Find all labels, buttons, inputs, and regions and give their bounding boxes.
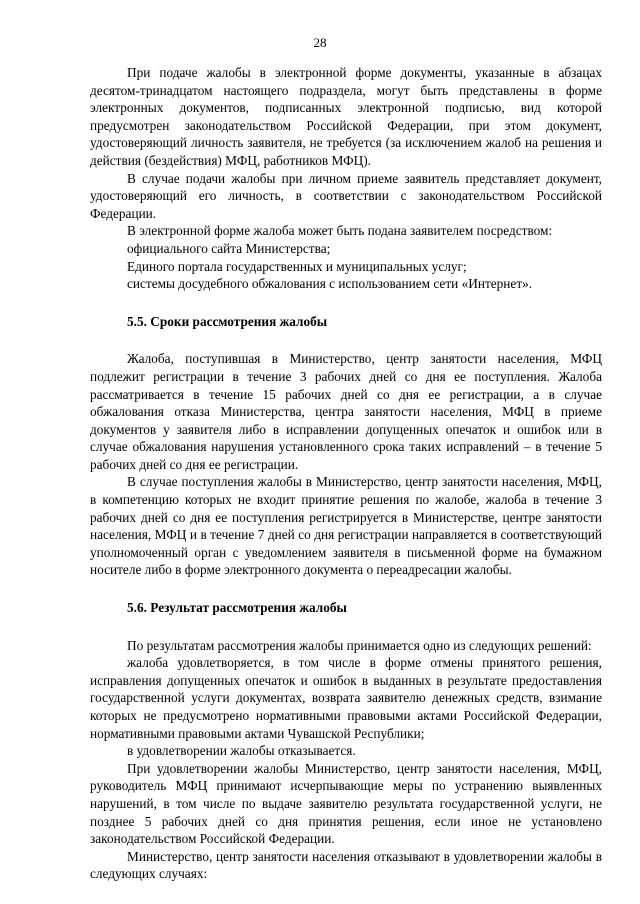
paragraph: При подаче жалобы в электронной форме документы, указанные в абзацах десятом-тринадцатом настоящего подраздела, могут быть представлены в форме электронных документов, подписанных электронной подписью, вид которой предусмотрен законодательством Российской Федерации, при этом документ, удостоверяющий личность заявителя, не требуется (за исключением жалоб на решения и действия (бездействия) МФЦ, работников МФЦ). bbox=[90, 65, 602, 168]
paragraph: При удовлетворении жалобы Министерство, центр занятости населения, МФЦ, руководитель МФЦ принимают исчерпывающие меры по устранению выявленных нарушений, в том числе по выдаче заявителю результата государственной услуги, не позднее 5 рабочих дней со дня принятия решения, если иное не установлено законодательством Российской Федерации. bbox=[90, 760, 602, 847]
list-item: жалоба удовлетворяется, в том числе в форме отмены принятого решения, исправления допущенных опечаток и ошибок в выданных в результате предоставления государственной услуги документах, возврата заявителю денежных средств, взимание которых не предусмотрено нормативными правовыми актами Российской Федерации, нормативными правовыми актами Чувашской Республики; bbox=[90, 655, 602, 741]
list-item: системы досудебного обжалования с использованием сети «Интернет». bbox=[127, 276, 533, 292]
list-item: официального сайта Министерства; bbox=[127, 240, 331, 256]
paragraph: Министерство, центр занятости населения отказывают в удовлетворении жалобы в следующих случаях: bbox=[90, 848, 602, 882]
list-item: в удовлетворении жалобы отказывается. bbox=[127, 743, 356, 759]
page-number: 28 bbox=[313, 35, 327, 50]
section-heading-5-6: 5.6. Результат рассмотрения жалобы bbox=[127, 600, 347, 616]
paragraph: В случае поступления жалобы в Министерство, центр занятости населения, МФЦ, в компетенцию которых не входит принятие решения по жалобе, жалоба в течение 3 рабочих дней со дня ее поступления регистрируется в Министерстве, центре занятости населения, МФЦ и в течение 7 дней со дня регистрации направляется в соответствующий уполномоченный орган с уведомлением заявителя в письменной форме на бумажном носителе либо в форме электронного документа о переадресации жалобы. bbox=[90, 474, 602, 578]
document-body bbox=[90, 64, 602, 883]
paragraph: По результатам рассмотрения жалобы принимается одно из следующих решений: bbox=[127, 637, 592, 653]
paragraph: В случае подачи жалобы при личном приеме заявитель представляет документ, удостоверяющий его личность, в соответствии с законодательством Российской Федерации. bbox=[90, 170, 602, 221]
paragraph: Жалоба, поступившая в Министерство, центр занятости населения, МФЦ подлежит регистрации в течение 3 рабочих дней со дня ее поступления. Жалоба рассматривается в течение 15 рабочих дней со дня ее регистрации, а в случае обжалования отказа Министерства, центра занятости населения, МФЦ в приеме документов у заявителя либо в исправлении допущенных опечаток и ошибок или в случае обжалования нарушения установленного срока таких исправлений – в течение 5 рабочих дней со дня ее регистрации. bbox=[90, 351, 602, 472]
section-heading-5-5: 5.5. Сроки рассмотрения жалобы bbox=[127, 313, 328, 329]
list-item: Единого портала государственных и муниципальных услуг; bbox=[127, 258, 467, 274]
paragraph: В электронной форме жалоба может быть подана заявителем посредством: bbox=[127, 223, 553, 239]
